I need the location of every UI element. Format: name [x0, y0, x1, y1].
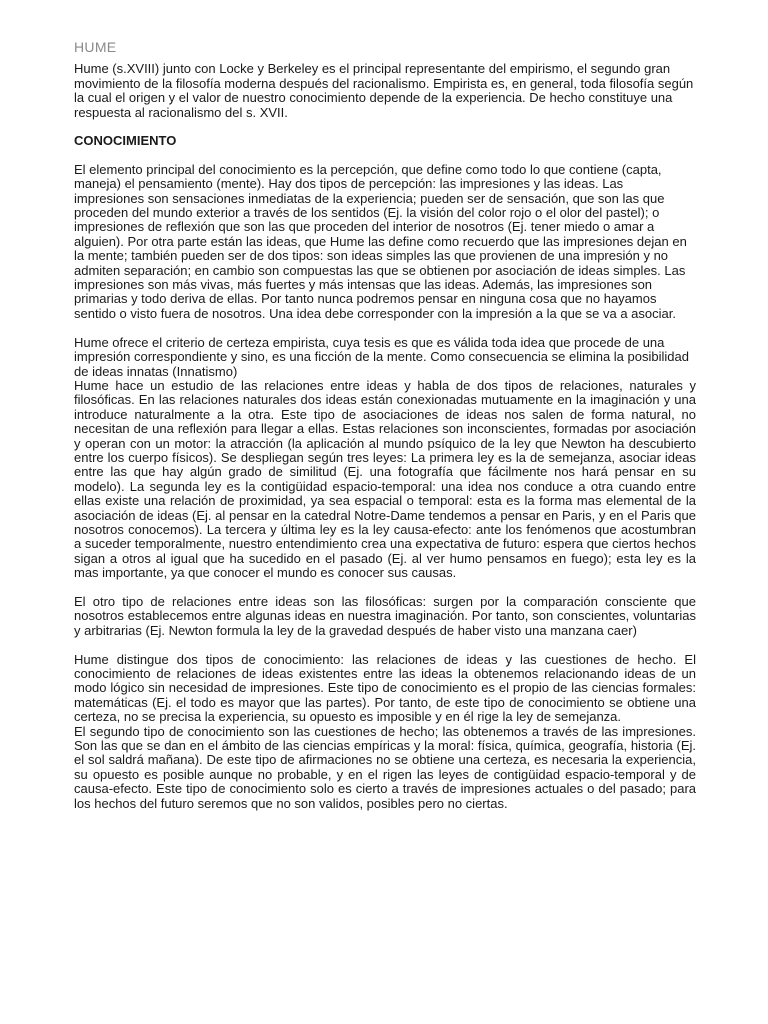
paragraph-natural-relations: Hume hace un estudio de las relaciones entre ideas y habla de dos tipos de relaciones, naturales y filosóficas. En las relaciones naturales dos ideas están conexionadas mutuamente en la imaginación y una introduce naturalmente a la otra. Este tipo de asociaciones de ideas nos salen de forma natural, no necesitan de una reflexión para llegar a ellas. Estas relaciones son inconscientes, formadas por asociación y operan con un motor: la atracción (la aplicación al mundo psíquico de la ley que Newton ha descubierto entre los cuerpo físicos). Se despliegan según tres leyes: La primera ley es la de semejanza, asociar ideas entre las que hay algún grado de similitud (Ej. una fotografía que fácilmente nos hará pensar en su modelo). La segunda ley es la contigüidad espacio-temporal: una idea nos conduce a otra cuando entre ellas existe una relación de proximidad, ya sea espacial o temporal: esta es la forma mas elemental de la asociación de ideas (Ej. al pensar en la catedral Notre-Dame tendemos a pensar en Paris, y en el Paris que nosotros conocemos). La tercera y última ley es la ley causa-efecto: ante los fenómenos que acostumbran a suceder temporalmente, nuestro entendimiento crea una expectativa de futuro: espera que ciertos hechos sigan a otros al igual que ha sucedido en el pasado (Ej. al ver humo pensamos en fuego); esta ley es la mas importante, ya que conocer el mundo es conocer sus causas.	[74, 377, 696, 581]
paragraph-perception: El elemento principal del conocimiento es la percepción, que define como todo lo que contiene (capta, maneja) el pensamiento (mente). Hay dos tipos de percepción: las impresiones y las ideas. Las impresiones son sensaciones inmediatas de la experiencia; pueden ser de sensación, que son las que proceden del mundo exterior a través de los sentidos (Ej. la visión del color rojo o el olor del pastel); o impresiones de reflexión que son las que proceden del interior de nosotros (Ej. tener miedo o amar a alguien). Por otra parte están las ideas, que Hume las define como recuerdo que las impresiones dejan en la mente; también pueden ser de dos tipos: son ideas simples las que provienen de una impresión y no admiten separación; en cambio son compuestas las que se obtienen por asociación de ideas simples. Las impresiones son más vivas, más fuertes y más intensas que las ideas. Además, las impresiones son primarias y todo deriva de ellas. Por tanto nunca podremos pensar en ninguna cosa que no hayamos sentido o visto fuera de nosotros. Una idea debe corresponder con la impresión a la que se va a asociar.	[74, 161, 687, 321]
paragraph-philosophical-relations: El otro tipo de relaciones entre ideas son las filosóficas: surgen por la comparación consciente que nosotros establecemos entre algunas ideas en nuestra imaginación. Por tanto, son conscientes, voluntarias y arbitrarias (Ej. Newton formula la ley de la gravedad después de haber visto una manzana caer)	[74, 593, 696, 638]
spacer	[74, 581, 696, 595]
document-page	[74, 40, 696, 811]
paragraph-certainty: Hume ofrece el criterio de certeza empirista, cuya tesis es que es válida toda idea que procede de una impresión correspondiente y sino, es una ficción de la mente. Como consecuencia se elimina la posibilidad de ideas innatas (Innatismo)	[74, 334, 689, 379]
paragraph-relations-of-ideas: Hume distingue dos tipos de conocimiento: las relaciones de ideas y las cuestiones de hecho. El conocimiento de relaciones de ideas existentes entre las ideas la obtenemos relacionando ideas de un modo lógico sin necesidad de impresiones. Este tipo de conocimiento es el propio de las ciencias formales: matemáticas (Ej. el todo es mayor que las partes). Por tanto, de este tipo de conocimiento se obtiene una certeza, no se precisa la experiencia, su opuesto es imposible y en él rige la ley de semejanza.	[74, 651, 696, 725]
spacer	[74, 120, 696, 134]
spacer	[74, 638, 696, 652]
spacer	[74, 321, 696, 335]
section-heading: CONOCIMIENTO	[74, 133, 177, 149]
document-title: HUME	[74, 39, 117, 55]
intro-paragraph: Hume (s.XVIII) junto con Locke y Berkeley es el principal representante del empirismo, el segundo gran movimiento de la filosofía moderna después del racionalismo. Empirista es, en general, toda filosofía según la cual el origen y el valor de nuestro conocimiento depende de la experiencia. De hecho constituye una respuesta al racionalismo del s. XVII.	[74, 61, 694, 120]
paragraph-matters-of-fact: El segundo tipo de conocimiento son las cuestiones de hecho; las obtenemos a través de las impresiones. Son las que se dan en el ámbito de las ciencias empíricas y la moral: física, química, geografía, historia (Ej. el sol saldrá mañana). De este tipo de afirmaciones no se obtiene una certeza, es necesaria la experiencia, su opuesto es posible aunque no probable, y en el rigen las leyes de contigüidad espacio-temporal y de causa-efecto. Este tipo de conocimiento solo es cierto a través de impresiones actuales o del pasado; para los hechos del futuro seremos que no son validos, posibles pero no ciertas.	[74, 723, 696, 811]
